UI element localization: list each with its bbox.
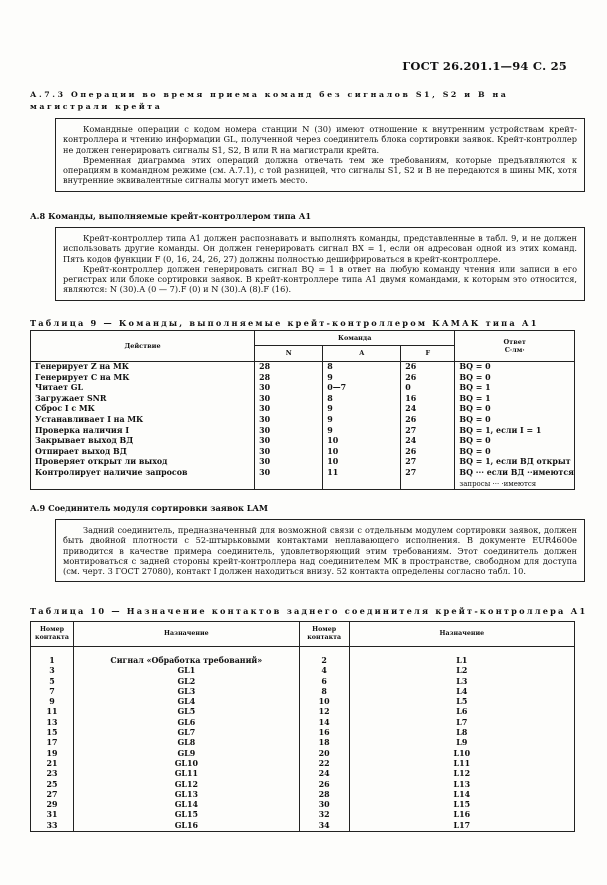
- cell-contact-num: 16: [299, 728, 349, 738]
- cell-contact-num: 31: [31, 810, 74, 820]
- cell-contact-num: 32: [299, 810, 349, 820]
- cell-answer: BQ = 1, если ВД открыт: [455, 457, 575, 468]
- table-spacer-row: [31, 647, 575, 657]
- cell-answer: BQ ··· если ВД ··имеются: [455, 468, 575, 479]
- table-row: [31, 821, 575, 832]
- a73-paragraph-1: Командные операции с кодом номера станции N (30) имеют отношение к внутренним устройствам крейт-контроллера и чтению информации GL, полученной через соединитель блока сортировки заявок. Крейт-контроллер не должен генерировать сигналы S1, S2, В или R на магистрали крейта.: [63, 124, 577, 155]
- section-a8-box: [55, 227, 585, 301]
- table9-head-command: Команда: [255, 331, 455, 346]
- table-row: [31, 697, 575, 707]
- cell-contact-num: 19: [31, 749, 74, 759]
- section-a8-heading: А.8 Команды, выполняемые крейт-контроллером типа А1: [30, 211, 312, 221]
- table10-head-purpose-2: Назначение: [349, 622, 574, 647]
- cell-contact-num: 33: [31, 821, 74, 832]
- cell-purpose: GL7: [73, 728, 299, 738]
- cell-contact-num: 14: [299, 718, 349, 728]
- cell-purpose: GL4: [73, 697, 299, 707]
- section-a73-heading: А.7.3 Операции во время приема команд без сигналов S1, S2 и В на магистрали крейта: [30, 90, 509, 111]
- cell-contact-num: 1: [31, 656, 74, 666]
- table10-head-num-2: Номер контакта: [299, 622, 349, 647]
- cell-purpose: L16: [349, 810, 574, 820]
- table9-head-n: N: [255, 345, 323, 361]
- cell-purpose: GL5: [73, 707, 299, 717]
- cell-purpose: GL16: [73, 821, 299, 832]
- table-row: [31, 738, 575, 748]
- table10-caption: [30, 606, 587, 616]
- cell-contact-num: 25: [31, 780, 74, 790]
- a8-paragraph-1: Крейт-контроллер типа А1 должен распознавать и выполнять команды, представленные в табл. 9, и не должен использовать другие команды. Он должен генерировать сигнал ВХ = 1, если он адресован одной из этих команд. Пять кодов функции F (0, 16, 24, 26, 27) должны полностью дешифрироваться в крейт-контроллере.: [63, 233, 577, 264]
- section-a9-box: [55, 519, 585, 582]
- cell-answer: BQ = 0: [455, 373, 575, 384]
- cell-a: 8: [323, 362, 401, 373]
- cell-f: 26: [401, 447, 455, 458]
- table-row: [31, 687, 575, 697]
- table9-head-answer-sub: С·лм·: [504, 346, 525, 354]
- cell-action: Проверка наличия I: [31, 426, 255, 437]
- cell-n: 30: [255, 426, 323, 437]
- cell-purpose: L10: [349, 749, 574, 759]
- a8-paragraph-2: Крейт-контроллер должен генерировать сигнал BQ = 1 в ответ на любую команду чтения или записи в его регистрах или блоке сортировки заявок. В крейт-контроллере типа А1 двумя командами, к которым это относится, являются: N (30).А (0 — 7).F (0) и N (30).А (8).F (16).: [63, 263, 577, 295]
- cell-action: Закрывает выход ВД: [31, 436, 255, 447]
- cell-contact-num: 22: [299, 759, 349, 769]
- table10-caption-text: Таблица 10 — Назначение контактов заднего соединителя крейт-контроллера А1: [30, 606, 588, 616]
- cell-a: 10: [323, 436, 401, 447]
- cell-purpose: L4: [349, 687, 574, 697]
- cell-contact-num: 3: [31, 666, 74, 676]
- cell-answer: BQ = 1, если I = 1: [455, 426, 575, 437]
- cell-answer: BQ = 0: [455, 362, 575, 373]
- cell-n: [255, 479, 323, 490]
- cell-f: [401, 479, 455, 490]
- table9: [30, 330, 575, 490]
- table-row: [31, 769, 575, 779]
- cell-n: 30: [255, 415, 323, 426]
- cell-a: [323, 479, 401, 490]
- table-row: [31, 677, 575, 687]
- table9-caption: [30, 318, 539, 328]
- cell-purpose: GL15: [73, 810, 299, 820]
- cell-contact-num: 9: [31, 697, 74, 707]
- cell-purpose: L8: [349, 728, 574, 738]
- cell-a: 11: [323, 468, 401, 479]
- cell-n: 28: [255, 362, 323, 373]
- cell-answer: запросы ··· ·имеются: [455, 479, 575, 490]
- table-row: [31, 383, 575, 394]
- table9-head-answer-label: Ответ: [503, 337, 526, 346]
- table-row: [31, 447, 575, 458]
- cell-contact-num: 8: [299, 687, 349, 697]
- cell-purpose: GL1: [73, 666, 299, 676]
- cell-contact-num: 27: [31, 790, 74, 800]
- cell-contact-num: 17: [31, 738, 74, 748]
- table-row: [31, 749, 575, 759]
- cell-action: Отпирает выход ВД: [31, 447, 255, 458]
- table-row: [31, 436, 575, 447]
- table9-head-a: А: [323, 345, 401, 361]
- cell-answer: BQ = 1: [455, 383, 575, 394]
- table-row: [31, 656, 575, 666]
- cell-f: 16: [401, 394, 455, 405]
- cell-n: 28: [255, 373, 323, 384]
- cell-action: Устанавливает I на МК: [31, 415, 255, 426]
- cell-contact-num: 24: [299, 769, 349, 779]
- table-row: [31, 479, 575, 490]
- cell-purpose: GL14: [73, 800, 299, 810]
- cell-contact-num: 2: [299, 656, 349, 666]
- cell-answer: BQ = 0: [455, 415, 575, 426]
- cell-purpose: L14: [349, 790, 574, 800]
- cell-a: 8: [323, 394, 401, 405]
- cell-contact-num: 10: [299, 697, 349, 707]
- page-header: ГОСТ 26.201.1—94 С. 25: [402, 59, 567, 73]
- cell-f: 24: [401, 404, 455, 415]
- cell-contact-num: 23: [31, 769, 74, 779]
- cell-purpose: L9: [349, 738, 574, 748]
- cell-purpose: L1: [349, 656, 574, 666]
- cell-contact-num: 30: [299, 800, 349, 810]
- cell-n: 30: [255, 404, 323, 415]
- table-row: [31, 790, 575, 800]
- cell-f: 26: [401, 362, 455, 373]
- table-row: [31, 457, 575, 468]
- cell-action: Загружает SNR: [31, 394, 255, 405]
- cell-purpose: L2: [349, 666, 574, 676]
- cell-purpose: GL9: [73, 749, 299, 759]
- cell-n: 30: [255, 383, 323, 394]
- cell-contact-num: 13: [31, 718, 74, 728]
- table-row: [31, 362, 575, 373]
- cell-action: Читает GL: [31, 383, 255, 394]
- table-row: [31, 426, 575, 437]
- table-row: [31, 780, 575, 790]
- cell-purpose: L7: [349, 718, 574, 728]
- a9-paragraph-1: Задний соединитель, предназначенный для возможной связи с отдельным модулем сортировки заявок, должен быть двойной плотности с 52-штырьковыми контактами неплавающего исполнения. В документе EUR4600e приводится в качестве примера соединитель, удовлетворяющий этим требованиям. Этот соединитель должен монтироваться с задней стороны крейт-контроллера над соединителем МК в пространстве, свободном для доступа (см. черт. 3 ГОСТ 27080), контакт I должен находиться внизу. 52 контакта определены согласно табл. 10.: [63, 525, 577, 576]
- cell-contact-num: 34: [299, 821, 349, 832]
- cell-purpose: GL8: [73, 738, 299, 748]
- cell-n: 30: [255, 468, 323, 479]
- cell-contact-num: 7: [31, 687, 74, 697]
- table-row: [31, 759, 575, 769]
- cell-a: 10: [323, 457, 401, 468]
- cell-contact-num: 4: [299, 666, 349, 676]
- cell-purpose: L12: [349, 769, 574, 779]
- table9-head-answer: [455, 331, 575, 362]
- cell-action: Контролирует наличие запросов: [31, 468, 255, 479]
- table-row: [31, 404, 575, 415]
- cell-contact-num: 20: [299, 749, 349, 759]
- cell-contact-num: 11: [31, 707, 74, 717]
- cell-purpose: L6: [349, 707, 574, 717]
- cell-answer: BQ = 0: [455, 436, 575, 447]
- cell-purpose: L11: [349, 759, 574, 769]
- cell-f: 27: [401, 426, 455, 437]
- cell-n: 30: [255, 457, 323, 468]
- cell-contact-num: 6: [299, 677, 349, 687]
- cell-f: 26: [401, 373, 455, 384]
- table9-head-f: F: [401, 345, 455, 361]
- section-a73-box: [55, 118, 585, 192]
- cell-contact-num: 5: [31, 677, 74, 687]
- cell-contact-num: 12: [299, 707, 349, 717]
- table-row: [31, 718, 575, 728]
- cell-f: 27: [401, 457, 455, 468]
- table-row: [31, 468, 575, 479]
- table-row: [31, 373, 575, 384]
- cell-n: 30: [255, 394, 323, 405]
- cell-purpose: L17: [349, 821, 574, 832]
- cell-answer: BQ = 1: [455, 394, 575, 405]
- cell-purpose: GL3: [73, 687, 299, 697]
- cell-f: 0: [401, 383, 455, 394]
- cell-f: 24: [401, 436, 455, 447]
- table-row: [31, 666, 575, 676]
- cell-purpose: L5: [349, 697, 574, 707]
- table10-head-purpose-1: Назначение: [73, 622, 299, 647]
- cell-action: [31, 479, 255, 490]
- cell-purpose: GL10: [73, 759, 299, 769]
- cell-contact-num: 26: [299, 780, 349, 790]
- table-row: [31, 810, 575, 820]
- cell-a: 10: [323, 447, 401, 458]
- cell-purpose: L15: [349, 800, 574, 810]
- cell-action: Генерирует С на МК: [31, 373, 255, 384]
- cell-contact-num: 28: [299, 790, 349, 800]
- cell-purpose: L3: [349, 677, 574, 687]
- cell-contact-num: 21: [31, 759, 74, 769]
- cell-n: 30: [255, 436, 323, 447]
- cell-action: Проверяет открыт ли выход: [31, 457, 255, 468]
- table-row: [31, 394, 575, 405]
- cell-purpose: GL13: [73, 790, 299, 800]
- cell-n: 30: [255, 447, 323, 458]
- cell-purpose: L13: [349, 780, 574, 790]
- table10-head-num-1: Номер контакта: [31, 622, 74, 647]
- cell-f: 26: [401, 415, 455, 426]
- table-row: [31, 415, 575, 426]
- cell-purpose: GL2: [73, 677, 299, 687]
- section-a9-heading: А.9 Соединитель модуля сортировки заявок LAM: [30, 503, 268, 513]
- cell-contact-num: 29: [31, 800, 74, 810]
- cell-a: 9: [323, 373, 401, 384]
- cell-action: Сброс I с МК: [31, 404, 255, 415]
- cell-purpose: Сигнал «Обработка требований»: [73, 656, 299, 666]
- cell-purpose: GL12: [73, 780, 299, 790]
- cell-a: 9: [323, 426, 401, 437]
- table9-caption-text: Таблица 9 — Команды, выполняемые крейт-контроллером КАМАК типа А1: [30, 318, 539, 328]
- table-row: [31, 800, 575, 810]
- table-row: [31, 728, 575, 738]
- cell-contact-num: 15: [31, 728, 74, 738]
- cell-purpose: GL6: [73, 718, 299, 728]
- table10: [30, 621, 575, 832]
- cell-contact-num: 18: [299, 738, 349, 748]
- cell-a: 9: [323, 415, 401, 426]
- cell-a: 9: [323, 404, 401, 415]
- cell-answer: BQ = 0: [455, 404, 575, 415]
- table-row: [31, 707, 575, 717]
- cell-answer: BQ = 0: [455, 447, 575, 458]
- cell-f: 27: [401, 468, 455, 479]
- cell-purpose: GL11: [73, 769, 299, 779]
- cell-action: Генерирует Z на МК: [31, 362, 255, 373]
- table9-head-action: Действие: [31, 331, 255, 362]
- a73-paragraph-2: Временная диаграмма этих операций должна отвечать тем же требованиям, которые предъявляются к операциям в командном режиме (см. А.7.1), с той разницей, что сигналы S1, S2 и В не передаются в шины МК, хотя внутренние эквивалентные сигналы могут иметь место.: [63, 154, 577, 186]
- cell-a: 0—7: [323, 383, 401, 394]
